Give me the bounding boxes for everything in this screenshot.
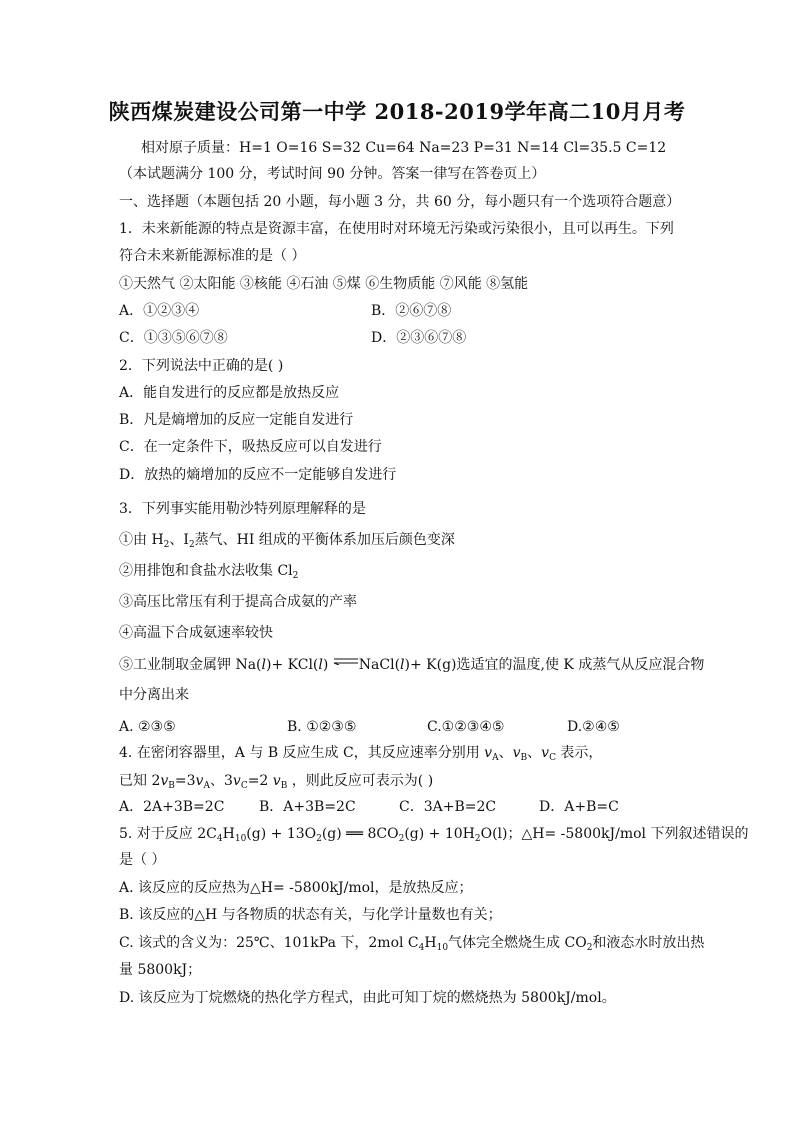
q3-item-1: ①由 $H_2$、$I_2$蒸气、HI 组成的平衡体系加压后颜色变深 [119,532,455,550]
q3-option-b: B. ①②③⑤ [287,719,357,735]
q2-option-d: D．放热的熵增加的反应不一定能够自发进行 [119,467,397,483]
q4-option-a: A．2A+3B=2C [119,799,225,815]
q5-option-b: B. 该反应的△H 与各物质的状态有关，与化学计量数也有关； [119,907,502,923]
q4-option-b: B．A+3B=2C [259,799,356,815]
q2-option-c: C．在一定条件下，吸热反应可以自发进行 [119,439,382,455]
equilibrium-arrow-icon [333,657,359,665]
q3-item-4: ④高温下合成氨速率较快 [119,625,273,641]
q4-stem: 4. 在密闭容器里，A 与 B 反应生成 C，其反应速率分别用 $v_A$、$v_B$、$v_C$ 表示， [119,745,603,763]
q1-stem: 1．未来新能源的特点是资源丰富，在使用时对环境无污染或污染很小，且可以再生。下列 [119,221,674,237]
q3-item-3: ③高压比常压有利于提高合成氨的产率 [119,594,357,610]
section-heading: 一、选择题（本题包括 20 小题，每小题 3 分，共 60 分，每小题只有一个选项符合题意） [119,194,681,210]
q1-option-d: D．②③⑥⑦⑧ [371,330,467,346]
q5-option-c-cont: 量 5800kJ； [119,962,202,978]
q1-option-c: C．①③⑤⑥⑦⑧ [119,330,228,346]
q5-option-a: A. 该反应的反应热为△H= -5800kJ/mol，是放热反应； [119,880,473,896]
q3-option-c: C.①②③④⑤ [427,719,505,735]
q4-option-c: C．3A+B=2C [399,799,497,815]
q5-stem: 5. 对于反应 $2C_4H_{10}(g) + 13O_2(g)$ ══ $8CO_2(g) + 10H_2O(l)$；△H= -5800kJ/mol 下列叙述错误的 [119,826,749,844]
q2-option-b: B．凡是熵增加的反应一定能自发进行 [119,412,354,428]
q3-item-5-cont: 中分离出来 [119,687,189,703]
q2-stem: 2．下列说法中正确的是( ) [119,358,284,374]
q4-option-d: D．A+B=C [539,799,619,815]
exam-title: 陕西煤炭建设公司第一中学 2018-2019学年高二10月月考 [108,99,686,124]
q4-known: 已知 $2v_B=3v_A$、$3v_C=2$ $v_B$ ，则此反应可表示为( ) [119,773,434,791]
q1-option-b: B．②⑥⑦⑧ [371,303,452,319]
q5-option-c: C. 该式的含义为：25℃、101kPa 下，2mol $C_4H_{10}$气体完全燃烧生成 $CO_2$和液态水时放出热 [119,935,705,953]
q5-option-d: D. 该反应为丁烷燃烧的热化学方程式，由此可知丁烷的燃烧热为 5800kJ/mol。 [119,990,616,1006]
q5-stem-cont: 是（ ） [119,852,166,868]
q2-option-a: A．能自发进行的反应都是放热反应 [119,385,340,401]
q1-stem-cont: 符合未来新能源标准的是（ ） [119,248,306,264]
exam-note: （本试题满分 100 分，考试时间 90 分钟。答案一律写在答卷页上） [119,166,546,182]
q3-item-5: ⑤工业制取金属钾 Na(l)+ KCl(l) NaCl(l)+ K(g)选适宜的温度,使 K 成蒸气从反应混合物 [119,657,705,673]
q3-stem: 3．下列事实能用勒沙特列原理解释的是 [119,501,366,517]
q1-items: ①天然气 ②太阳能 ③核能 ④石油 ⑤煤 ⑥生物质能 ⑦风能 ⑧氢能 [119,276,529,292]
q3-item-2: ②用排饱和食盐水法收集 $Cl_2$ [119,563,299,581]
q3-option-a: A. ②③⑤ [119,719,176,735]
q3-option-d: D.②④⑤ [567,719,620,735]
atomic-masses: 相对原子质量：H=1 O=16 S=32 Cu=64 Na=23 P=31 N=14 Cl=35.5 C=12 [141,140,667,156]
q1-option-a: A．①②③④ [119,303,200,319]
